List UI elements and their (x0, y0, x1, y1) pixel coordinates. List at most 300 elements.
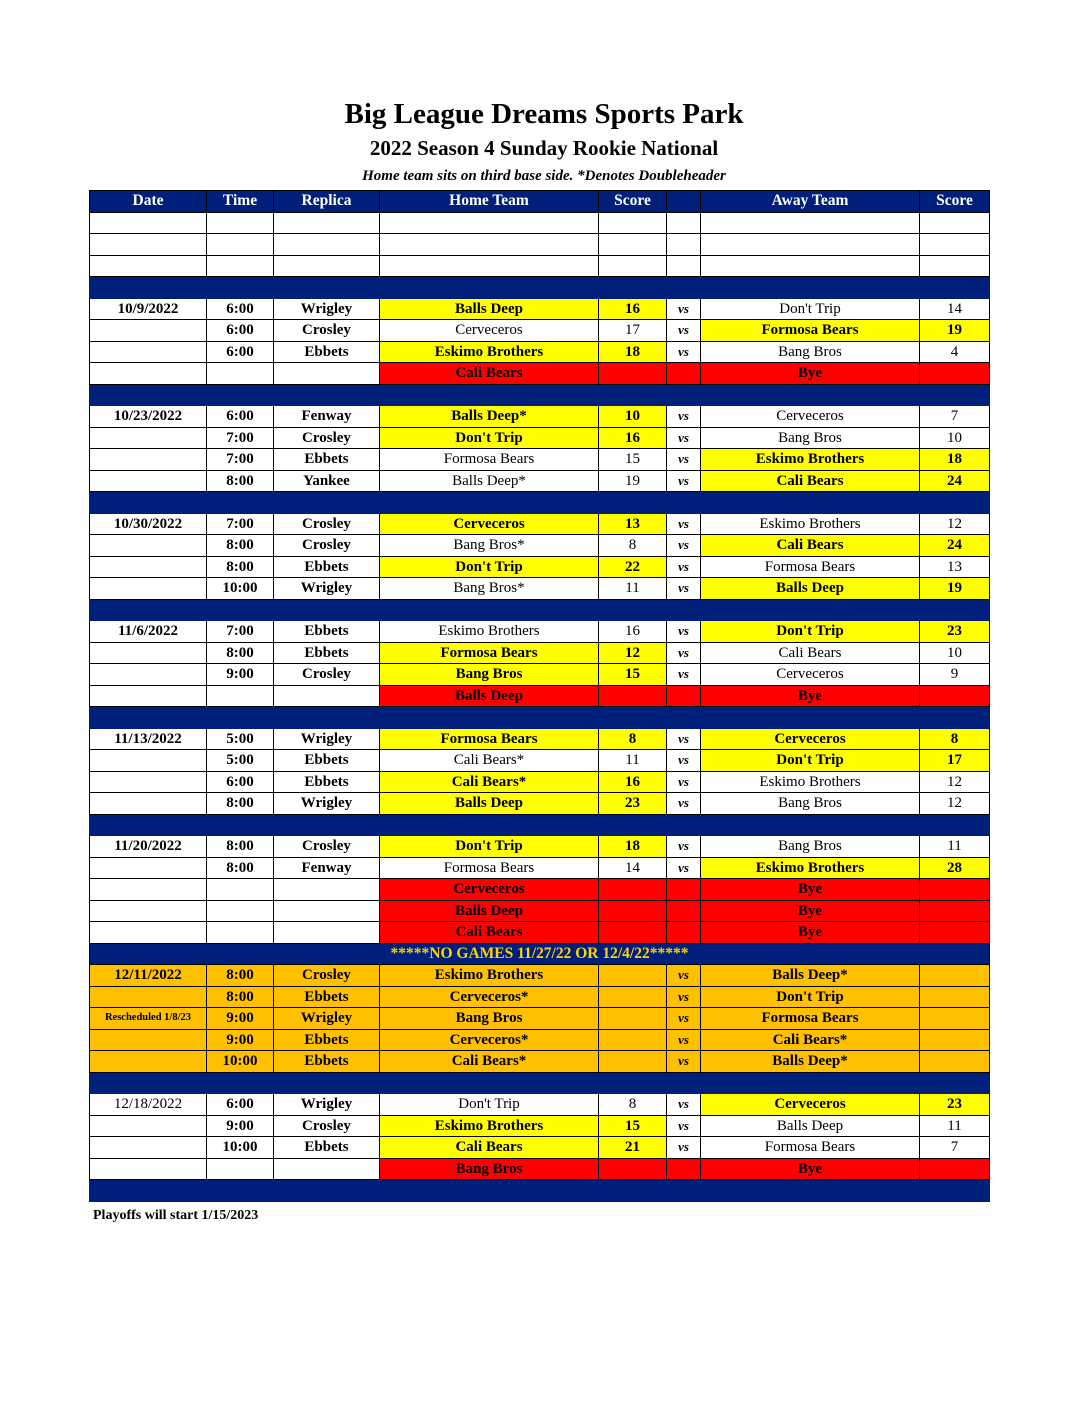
separator-cell (920, 1072, 990, 1094)
date-cell (90, 341, 207, 363)
field-cell: Ebbets (274, 642, 380, 664)
separator-cell (274, 1072, 380, 1094)
home-score: 17 (599, 320, 667, 342)
bye-row (90, 922, 990, 944)
separator-cell (207, 384, 274, 406)
away-score (920, 900, 990, 922)
date-cell: 12/18/2022 (90, 1094, 207, 1116)
separator-cell (274, 384, 380, 406)
time-cell: 7:00 (207, 513, 274, 535)
time-cell (207, 685, 274, 707)
home-team: Cerveceros* (380, 986, 599, 1008)
separator-cell (701, 492, 920, 514)
time-cell (207, 363, 274, 385)
time-cell: 8:00 (207, 857, 274, 879)
away-score (920, 1158, 990, 1180)
scheduled-game-row (90, 1008, 990, 1030)
date-cell (90, 578, 207, 600)
separator-cell (920, 707, 990, 729)
home-score: 8 (599, 535, 667, 557)
away-score: 13 (920, 556, 990, 578)
time-cell: 6:00 (207, 771, 274, 793)
time-cell: 6:00 (207, 341, 274, 363)
col-replica: Replica (274, 191, 380, 213)
date-cell (90, 320, 207, 342)
time-cell: 7:00 (207, 621, 274, 643)
time-cell (207, 922, 274, 944)
time-cell: 6:00 (207, 320, 274, 342)
home-team: Balls Deep (380, 793, 599, 815)
vs-cell: vs (667, 642, 701, 664)
game-row (90, 427, 990, 449)
date-cell (90, 470, 207, 492)
date-cell (90, 922, 207, 944)
away-team: Bang Bros (701, 427, 920, 449)
separator-cell (667, 1180, 701, 1202)
blank-cell (90, 255, 207, 277)
separator-cell (90, 277, 207, 299)
blank-cell (599, 234, 667, 256)
home-score (599, 900, 667, 922)
field-cell: Yankee (274, 470, 380, 492)
away-team: Cali Bears (701, 470, 920, 492)
away-team: Don't Trip (701, 750, 920, 772)
vs-cell (667, 922, 701, 944)
bye-row (90, 900, 990, 922)
separator-cell (274, 492, 380, 514)
away-team: Cali Bears (701, 642, 920, 664)
separator-cell (274, 1180, 380, 1202)
separator-cell (667, 599, 701, 621)
date-cell: 10/23/2022 (90, 406, 207, 428)
home-score: 8 (599, 1094, 667, 1116)
away-score: 17 (920, 750, 990, 772)
away-team: Cali Bears* (701, 1029, 920, 1051)
field-cell: Crosley (274, 836, 380, 858)
bye-row (90, 363, 990, 385)
away-score: 4 (920, 341, 990, 363)
separator-cell (701, 814, 920, 836)
separator-row (90, 277, 990, 299)
away-score (920, 986, 990, 1008)
separator-cell (599, 277, 667, 299)
separator-cell (90, 384, 207, 406)
home-team: Cerveceros (380, 513, 599, 535)
away-score: 12 (920, 793, 990, 815)
time-cell (207, 879, 274, 901)
home-score (599, 1008, 667, 1030)
date-cell (90, 1137, 207, 1159)
away-score: 23 (920, 621, 990, 643)
field-cell: Ebbets (274, 341, 380, 363)
date-cell (90, 900, 207, 922)
blank-cell (207, 255, 274, 277)
vs-cell: vs (667, 771, 701, 793)
separator-cell (667, 707, 701, 729)
away-score (920, 363, 990, 385)
game-row (90, 298, 990, 320)
date-cell (90, 642, 207, 664)
home-score: 15 (599, 664, 667, 686)
scheduled-game-row (90, 1029, 990, 1051)
home-team: Formosa Bears (380, 642, 599, 664)
game-row (90, 406, 990, 428)
away-score: 24 (920, 535, 990, 557)
field-cell: Fenway (274, 406, 380, 428)
blank-cell (701, 212, 920, 234)
home-score (599, 922, 667, 944)
field-cell: Ebbets (274, 621, 380, 643)
blank-cell (90, 234, 207, 256)
header-row (90, 191, 990, 213)
game-row (90, 1094, 990, 1116)
date-cell (90, 857, 207, 879)
blank-cell (207, 234, 274, 256)
game-row (90, 642, 990, 664)
home-team: Eskimo Brothers (380, 341, 599, 363)
away-score: 28 (920, 857, 990, 879)
separator-cell (207, 814, 274, 836)
field-cell: Crosley (274, 513, 380, 535)
field-cell: Ebbets (274, 1137, 380, 1159)
field-cell: Ebbets (274, 771, 380, 793)
date-cell (90, 793, 207, 815)
home-team: Eskimo Brothers (380, 1115, 599, 1137)
bye-label: Bye (701, 879, 920, 901)
home-team: Balls Deep* (380, 406, 599, 428)
home-team: Bang Bros (380, 664, 599, 686)
home-score: 10 (599, 406, 667, 428)
home-score (599, 965, 667, 987)
separator-row (90, 707, 990, 729)
col-home-team: Home Team (380, 191, 599, 213)
away-score: 23 (920, 1094, 990, 1116)
home-score: 15 (599, 449, 667, 471)
home-score: 18 (599, 836, 667, 858)
home-score (599, 1029, 667, 1051)
vs-cell: vs (667, 750, 701, 772)
away-score (920, 1029, 990, 1051)
away-team: Formosa Bears (701, 1008, 920, 1030)
vs-cell: vs (667, 535, 701, 557)
bye-row (90, 879, 990, 901)
vs-cell: vs (667, 406, 701, 428)
blank-cell (380, 212, 599, 234)
blank-row (90, 234, 990, 256)
away-team: Eskimo Brothers (701, 771, 920, 793)
time-cell: 9:00 (207, 1115, 274, 1137)
separator-cell (701, 1072, 920, 1094)
home-team: Don't Trip (380, 427, 599, 449)
col-away-score: Score (920, 191, 990, 213)
date-cell (90, 449, 207, 471)
away-score: 14 (920, 298, 990, 320)
separator-cell (599, 814, 667, 836)
home-team: Don't Trip (380, 556, 599, 578)
away-score (920, 685, 990, 707)
game-row (90, 836, 990, 858)
separator-cell (207, 492, 274, 514)
away-team: Cerveceros (701, 406, 920, 428)
away-score: 19 (920, 320, 990, 342)
separator-cell (920, 384, 990, 406)
date-cell: 11/20/2022 (90, 836, 207, 858)
game-row (90, 320, 990, 342)
time-cell: 7:00 (207, 427, 274, 449)
time-cell: 6:00 (207, 1094, 274, 1116)
field-cell (274, 363, 380, 385)
home-score: 15 (599, 1115, 667, 1137)
separator-cell (274, 814, 380, 836)
separator-row (90, 1072, 990, 1094)
home-team: Balls Deep (380, 298, 599, 320)
field-cell: Crosley (274, 320, 380, 342)
date-cell (90, 771, 207, 793)
field-cell: Wrigley (274, 1008, 380, 1030)
vs-cell: vs (667, 965, 701, 987)
home-score: 12 (599, 642, 667, 664)
game-row (90, 793, 990, 815)
date-cell (90, 750, 207, 772)
vs-cell: vs (667, 298, 701, 320)
home-score: 19 (599, 470, 667, 492)
blank-row (90, 212, 990, 234)
home-score: 16 (599, 298, 667, 320)
blank-cell (667, 234, 701, 256)
separator-cell (599, 384, 667, 406)
separator-cell (274, 599, 380, 621)
time-cell: 8:00 (207, 986, 274, 1008)
blank-cell (920, 212, 990, 234)
away-score: 9 (920, 664, 990, 686)
away-score: 24 (920, 470, 990, 492)
bye-team: Balls Deep (380, 685, 599, 707)
home-team: Cerveceros* (380, 1029, 599, 1051)
away-score: 7 (920, 1137, 990, 1159)
separator-cell (920, 599, 990, 621)
separator-cell (380, 707, 599, 729)
away-score: 10 (920, 642, 990, 664)
separator-cell (207, 707, 274, 729)
bye-team: Cali Bears (380, 363, 599, 385)
time-cell: 10:00 (207, 578, 274, 600)
away-team: Eskimo Brothers (701, 513, 920, 535)
blank-cell (380, 255, 599, 277)
away-team: Balls Deep* (701, 1051, 920, 1073)
footer-note: Playoffs will start 1/15/2023 (93, 1208, 259, 1223)
away-team: Cerveceros (701, 664, 920, 686)
away-team: Eskimo Brothers (701, 857, 920, 879)
date-cell (90, 879, 207, 901)
away-score (920, 1051, 990, 1073)
bye-team: Cerveceros (380, 879, 599, 901)
separator-cell (90, 707, 207, 729)
vs-cell (667, 363, 701, 385)
home-score (599, 685, 667, 707)
time-cell (207, 900, 274, 922)
separator-cell (207, 599, 274, 621)
field-cell: Ebbets (274, 1051, 380, 1073)
blank-cell (599, 212, 667, 234)
date-cell (90, 664, 207, 686)
separator-cell (667, 1072, 701, 1094)
field-cell: Fenway (274, 857, 380, 879)
col-date: Date (90, 191, 207, 213)
separator-cell (667, 492, 701, 514)
game-row (90, 857, 990, 879)
home-score (599, 363, 667, 385)
home-score (599, 1051, 667, 1073)
home-score (599, 879, 667, 901)
time-cell: 8:00 (207, 470, 274, 492)
field-cell: Crosley (274, 1115, 380, 1137)
field-cell (274, 685, 380, 707)
vs-cell: vs (667, 728, 701, 750)
vs-cell: vs (667, 1008, 701, 1030)
col-away-team: Away Team (701, 191, 920, 213)
separator-row (90, 599, 990, 621)
vs-cell: vs (667, 341, 701, 363)
vs-cell (667, 685, 701, 707)
blank-cell (701, 255, 920, 277)
away-score (920, 965, 990, 987)
separator-cell (920, 492, 990, 514)
blank-cell (920, 234, 990, 256)
separator-cell (380, 599, 599, 621)
separator-cell (90, 492, 207, 514)
away-team: Cali Bears (701, 535, 920, 557)
separator-cell (380, 384, 599, 406)
date-cell: 11/6/2022 (90, 621, 207, 643)
time-cell: 8:00 (207, 836, 274, 858)
time-cell: 5:00 (207, 750, 274, 772)
time-cell: 6:00 (207, 298, 274, 320)
separator-cell (667, 384, 701, 406)
away-score (920, 879, 990, 901)
vs-cell: vs (667, 1029, 701, 1051)
home-team: Cerveceros (380, 320, 599, 342)
time-cell: 8:00 (207, 535, 274, 557)
separator-row (90, 814, 990, 836)
separator-cell (701, 707, 920, 729)
time-cell: 9:00 (207, 1029, 274, 1051)
bye-team: Cali Bears (380, 922, 599, 944)
home-team: Cali Bears* (380, 750, 599, 772)
vs-cell: vs (667, 1051, 701, 1073)
time-cell: 10:00 (207, 1051, 274, 1073)
home-score (599, 1158, 667, 1180)
vs-cell: vs (667, 986, 701, 1008)
vs-cell: vs (667, 320, 701, 342)
date-cell: 11/13/2022 (90, 728, 207, 750)
vs-cell: vs (667, 1094, 701, 1116)
field-cell: Crosley (274, 965, 380, 987)
separator-cell (274, 277, 380, 299)
time-cell: 8:00 (207, 556, 274, 578)
vs-cell: vs (667, 1115, 701, 1137)
separator-cell (207, 1180, 274, 1202)
home-score: 18 (599, 341, 667, 363)
date-cell: 12/11/2022 (90, 965, 207, 987)
field-cell: Wrigley (274, 728, 380, 750)
away-team: Cerveceros (701, 1094, 920, 1116)
vs-cell: vs (667, 857, 701, 879)
away-team: Cerveceros (701, 728, 920, 750)
bye-label: Bye (701, 922, 920, 944)
field-cell: Ebbets (274, 986, 380, 1008)
field-cell: Wrigley (274, 298, 380, 320)
home-team: Eskimo Brothers (380, 965, 599, 987)
date-cell (90, 556, 207, 578)
away-score: 19 (920, 578, 990, 600)
field-cell: Crosley (274, 664, 380, 686)
home-score: 21 (599, 1137, 667, 1159)
no-games-banner: *****NO GAMES 11/27/22 OR 12/4/22***** (90, 943, 990, 965)
away-score: 11 (920, 1115, 990, 1137)
separator-cell (90, 1180, 207, 1202)
blank-cell (701, 234, 920, 256)
home-score: 13 (599, 513, 667, 535)
away-team: Don't Trip (701, 298, 920, 320)
vs-cell: vs (667, 1137, 701, 1159)
blank-cell (380, 234, 599, 256)
home-team: Bang Bros* (380, 535, 599, 557)
game-row (90, 578, 990, 600)
date-cell (90, 1158, 207, 1180)
schedule-body (90, 212, 990, 1201)
date-cell (90, 427, 207, 449)
bye-row (90, 1158, 990, 1180)
home-score: 11 (599, 578, 667, 600)
vs-cell: vs (667, 836, 701, 858)
blank-cell (667, 212, 701, 234)
separator-cell (90, 599, 207, 621)
col-time: Time (207, 191, 274, 213)
game-row (90, 341, 990, 363)
date-cell (90, 363, 207, 385)
separator-cell (920, 814, 990, 836)
away-team: Bang Bros (701, 341, 920, 363)
vs-cell: vs (667, 793, 701, 815)
away-score: 12 (920, 513, 990, 535)
bye-team: Balls Deep (380, 900, 599, 922)
separator-cell (380, 814, 599, 836)
date-cell: 10/30/2022 (90, 513, 207, 535)
no-games-banner-row (90, 943, 990, 965)
separator-cell (920, 277, 990, 299)
bye-label: Bye (701, 1158, 920, 1180)
game-row (90, 621, 990, 643)
field-cell (274, 900, 380, 922)
field-cell: Crosley (274, 535, 380, 557)
bye-label: Bye (701, 363, 920, 385)
blank-cell (274, 234, 380, 256)
home-score: 8 (599, 728, 667, 750)
game-row (90, 664, 990, 686)
field-cell (274, 879, 380, 901)
field-cell: Ebbets (274, 449, 380, 471)
separator-cell (667, 277, 701, 299)
away-score: 18 (920, 449, 990, 471)
vs-cell: vs (667, 578, 701, 600)
home-team: Bang Bros* (380, 578, 599, 600)
home-team: Bang Bros (380, 1008, 599, 1030)
time-cell: 8:00 (207, 642, 274, 664)
blank-row (90, 255, 990, 277)
time-cell: 9:00 (207, 1008, 274, 1030)
away-team: Balls Deep* (701, 965, 920, 987)
field-cell: Ebbets (274, 1029, 380, 1051)
